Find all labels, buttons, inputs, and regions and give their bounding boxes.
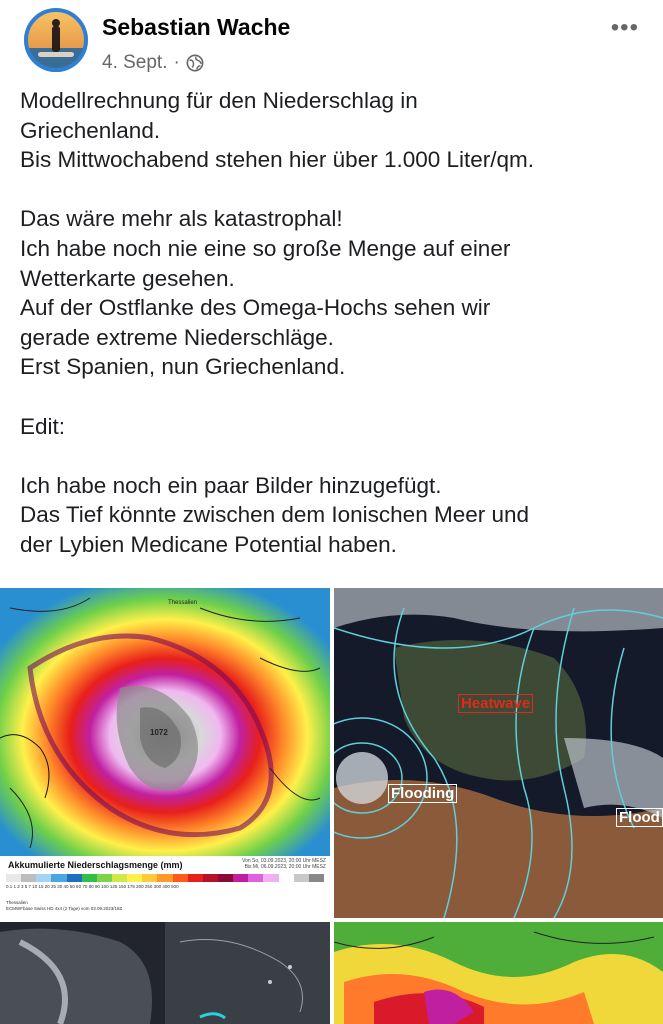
legend-color-swatch [112, 874, 127, 882]
peak-value-label: 1072 [150, 728, 168, 737]
legend-color-swatch [203, 874, 218, 882]
flooding-label-east: Flood [616, 808, 663, 827]
legend-color-swatch [294, 874, 309, 882]
legend-color-swatch [248, 874, 263, 882]
post-text-line: Erst Spanien, nun Griechenland. [20, 354, 346, 380]
precipitation-legend [0, 856, 330, 918]
post-text-line: Ich habe noch nie eine so große Menge auf einer [20, 235, 511, 261]
legend-color-swatch [51, 874, 66, 882]
legend-time-to: Bis Mi, 06.09.2023, 20:00 Uhr MESZ [244, 864, 326, 870]
post-text-line: Das Tief könnte zwischen dem Ionischen Meer und [20, 502, 530, 528]
blank-line [20, 175, 650, 205]
author-name[interactable]: Sebastian Wache [102, 14, 291, 40]
blank-line [20, 441, 650, 471]
meta-separator: · [173, 52, 180, 73]
legend-color-swatch [218, 874, 233, 882]
avatar-ring [24, 8, 88, 72]
legend-model-info: ECMWFbase Swiss HD 4x4 (2 Tage) vom 03.09.2023/18Z [6, 906, 123, 911]
legend-time-from: Von So, 03.09.2023, 20:00 Uhr MESZ [242, 858, 326, 864]
post-text-line: Modellrechnung für den Niederschlag in [20, 88, 418, 113]
post-text-line: Griechenland. [20, 117, 161, 143]
region-label: Thessalien [168, 600, 198, 606]
satellite-map-image [334, 588, 663, 918]
post-text [20, 86, 650, 560]
legend-color-swatch [263, 874, 278, 882]
heatwave-label: Heatwave [458, 694, 533, 713]
legend-color-swatch [279, 874, 294, 882]
legend-time-range [242, 858, 326, 870]
photo-satellite-map[interactable] [334, 588, 663, 918]
legend-color-swatch [127, 874, 142, 882]
post-text-line: gerade extreme Niederschläge. [20, 324, 334, 350]
post-header [0, 0, 663, 80]
precipitation-map-image [0, 588, 330, 856]
legend-color-swatch [233, 874, 248, 882]
legend-color-swatch [142, 874, 157, 882]
post-text-line: Ich habe noch ein paar Bilder hinzugefügt. [20, 472, 442, 498]
photo-dark-satellite[interactable] [0, 922, 330, 1024]
legend-color-swatch [82, 874, 97, 882]
photo-precipitation-map[interactable] [0, 588, 330, 918]
legend-color-scale [6, 874, 324, 882]
legend-color-swatch [6, 874, 21, 882]
legend-color-swatch [157, 874, 172, 882]
legend-region: Thessalien [6, 900, 28, 905]
globe-icon[interactable] [186, 54, 204, 72]
precipitation-map-2-image [334, 922, 663, 1024]
legend-color-swatch [36, 874, 51, 882]
post-text-line: Wetterkarte gesehen. [20, 265, 235, 291]
photo-precipitation-map-2[interactable] [334, 922, 663, 1024]
dark-satellite-image [0, 922, 330, 1024]
post-text-line: Edit: [20, 413, 66, 439]
flooding-label-west: Flooding [388, 784, 457, 803]
post-meta [102, 52, 204, 74]
more-options-icon[interactable]: ••• [610, 14, 639, 41]
post-text-line: Bis Mittwochabend stehen hier über 1.000 Liter/qm. [20, 147, 535, 173]
blank-line [20, 382, 650, 412]
post-text-line: der Lybien Medicane Potential haben. [20, 531, 397, 557]
legend-footer [6, 900, 122, 912]
post-text-line: Auf der Ostflanke des Omega-Hochs sehen wir [20, 295, 491, 321]
legend-color-swatch [188, 874, 203, 882]
legend-color-swatch [173, 874, 188, 882]
legend-tick-labels: 0.1 1 2 3 5 7 10 15 20 25 30 40 50 60 70 80 90 100 125 150 175 200 250 300 400 500 [6, 884, 179, 889]
legend-color-swatch [309, 874, 324, 882]
legend-title: Akkumulierte Niederschlagsmenge (mm) [8, 860, 183, 870]
legend-color-swatch [97, 874, 112, 882]
post-text-line: Das wäre mehr als katastrophal! [20, 206, 343, 232]
legend-color-swatch [21, 874, 36, 882]
legend-color-swatch [67, 874, 82, 882]
post-date[interactable]: 4. Sept. [102, 52, 168, 73]
author-avatar[interactable] [24, 8, 88, 72]
